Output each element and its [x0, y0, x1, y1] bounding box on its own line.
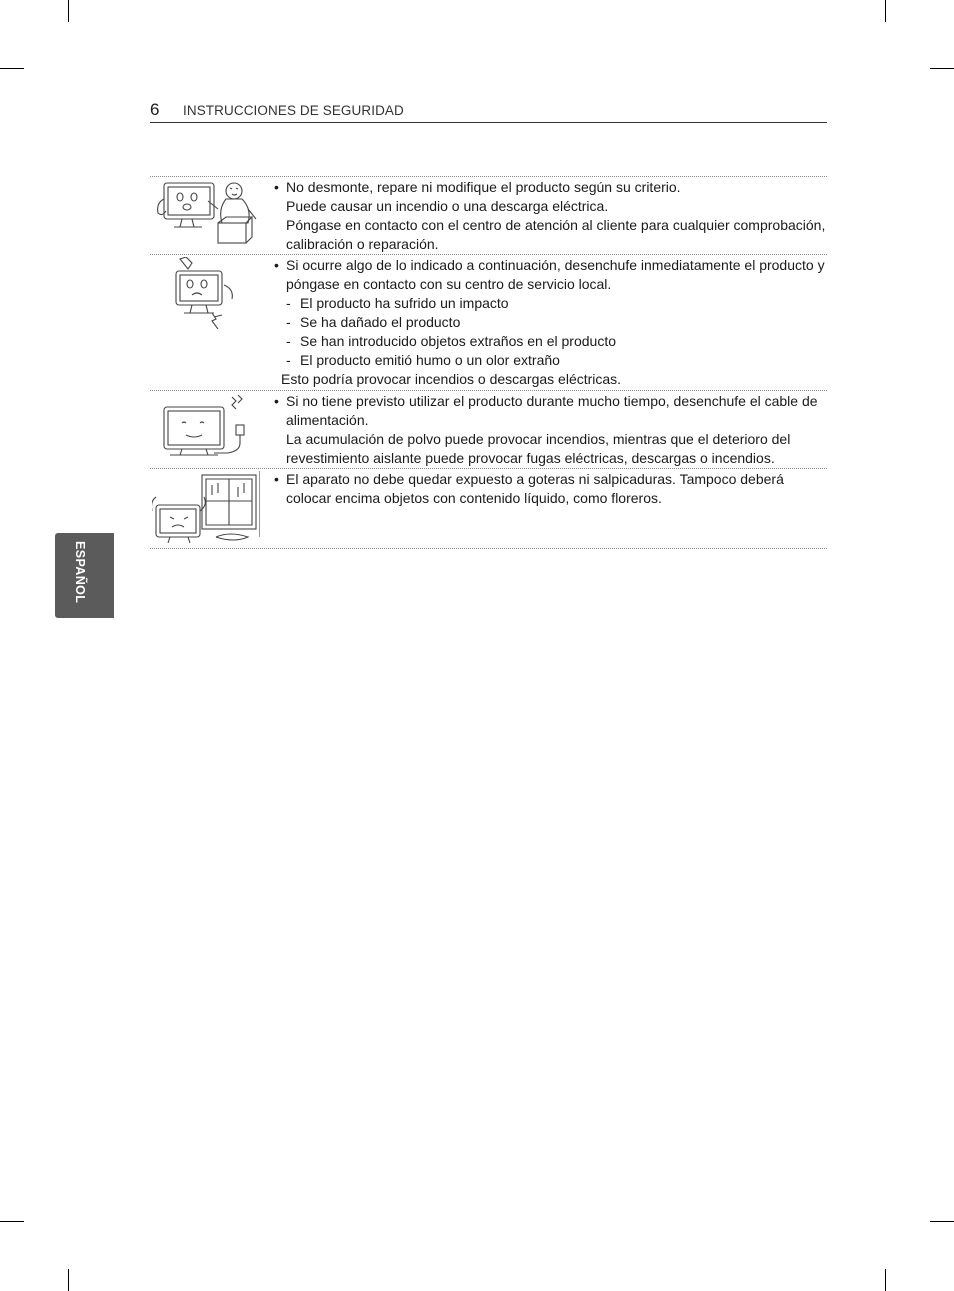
item-paragraph: Póngase en contacto con el centro de atención al cliente para cualquier comprobación, calibración o reparación. [286, 217, 826, 252]
dash: - [286, 352, 291, 368]
dash: - [286, 314, 291, 330]
dash: - [286, 295, 291, 311]
tv-unplug-illustration-icon [152, 393, 260, 465]
sub-item-text: El producto ha sufrido un impacto [300, 295, 509, 311]
crop-mark [68, 0, 69, 22]
bullet: • [274, 179, 279, 195]
safety-item [150, 176, 827, 254]
sub-item-text: Se ha dañado el producto [300, 314, 461, 330]
sub-item [274, 351, 827, 370]
sub-item [274, 313, 827, 332]
crop-mark [0, 68, 24, 69]
language-tab-label: ESPAÑOL [73, 541, 87, 604]
bullet: • [274, 393, 279, 409]
crop-mark [930, 68, 954, 69]
crop-mark [68, 1269, 69, 1291]
safety-item-text [274, 469, 827, 508]
item-paragraph: No desmonte, repare ni modifique el producto según su criterio. [286, 179, 681, 195]
safety-item [150, 254, 827, 390]
crop-mark [0, 1221, 24, 1222]
tv-repair-illustration-icon [152, 179, 260, 251]
safety-list [150, 176, 827, 549]
safety-item [150, 390, 827, 468]
safety-item [150, 468, 827, 549]
crop-mark [930, 1221, 954, 1222]
sub-item [274, 332, 827, 351]
tv-impact-illustration-icon [152, 257, 260, 329]
sub-item-text: Se han introducido objetos extraños en el producto [300, 333, 616, 349]
page-number: 6 [150, 100, 160, 119]
safety-item-text [274, 255, 827, 389]
bullet: • [274, 257, 279, 273]
safety-item-text [274, 391, 827, 468]
crop-mark [885, 0, 886, 22]
dash: - [286, 333, 291, 349]
sub-item-text: El producto emitió humo o un olor extraño [300, 352, 560, 368]
item-note: Esto podría provocar incendios o descargas eléctricas. [281, 371, 622, 387]
page-header [150, 100, 827, 123]
language-tab [55, 533, 114, 618]
item-paragraph: El aparato no debe quedar expuesto a goteras ni salpicaduras. Tampoco deberá colocar encima objetos con contenido líquido, como floreros. [286, 471, 784, 506]
crop-mark [885, 1269, 886, 1291]
item-paragraph: La acumulación de polvo puede provocar incendios, mientras que el deterioro del revestimiento aislante puede provocar fugas eléctricas, descargas o incendios. [286, 431, 791, 466]
safety-item-text [274, 177, 827, 254]
tv-water-illustration-icon [152, 471, 260, 547]
item-paragraph: Puede causar un incendio o una descarga eléctrica. [286, 198, 609, 214]
sub-item [274, 294, 827, 313]
item-paragraph: Si no tiene previsto utilizar el producto durante mucho tiempo, desenchufe el cable de alimentación. [286, 393, 818, 428]
bullet: • [274, 471, 279, 487]
section-title: INSTRUCCIONES DE SEGURIDAD [183, 103, 404, 118]
item-paragraph: Si ocurre algo de lo indicado a continuación, desenchufe inmediatamente el producto y póngase en contacto con su centro de servicio local. [286, 257, 825, 292]
